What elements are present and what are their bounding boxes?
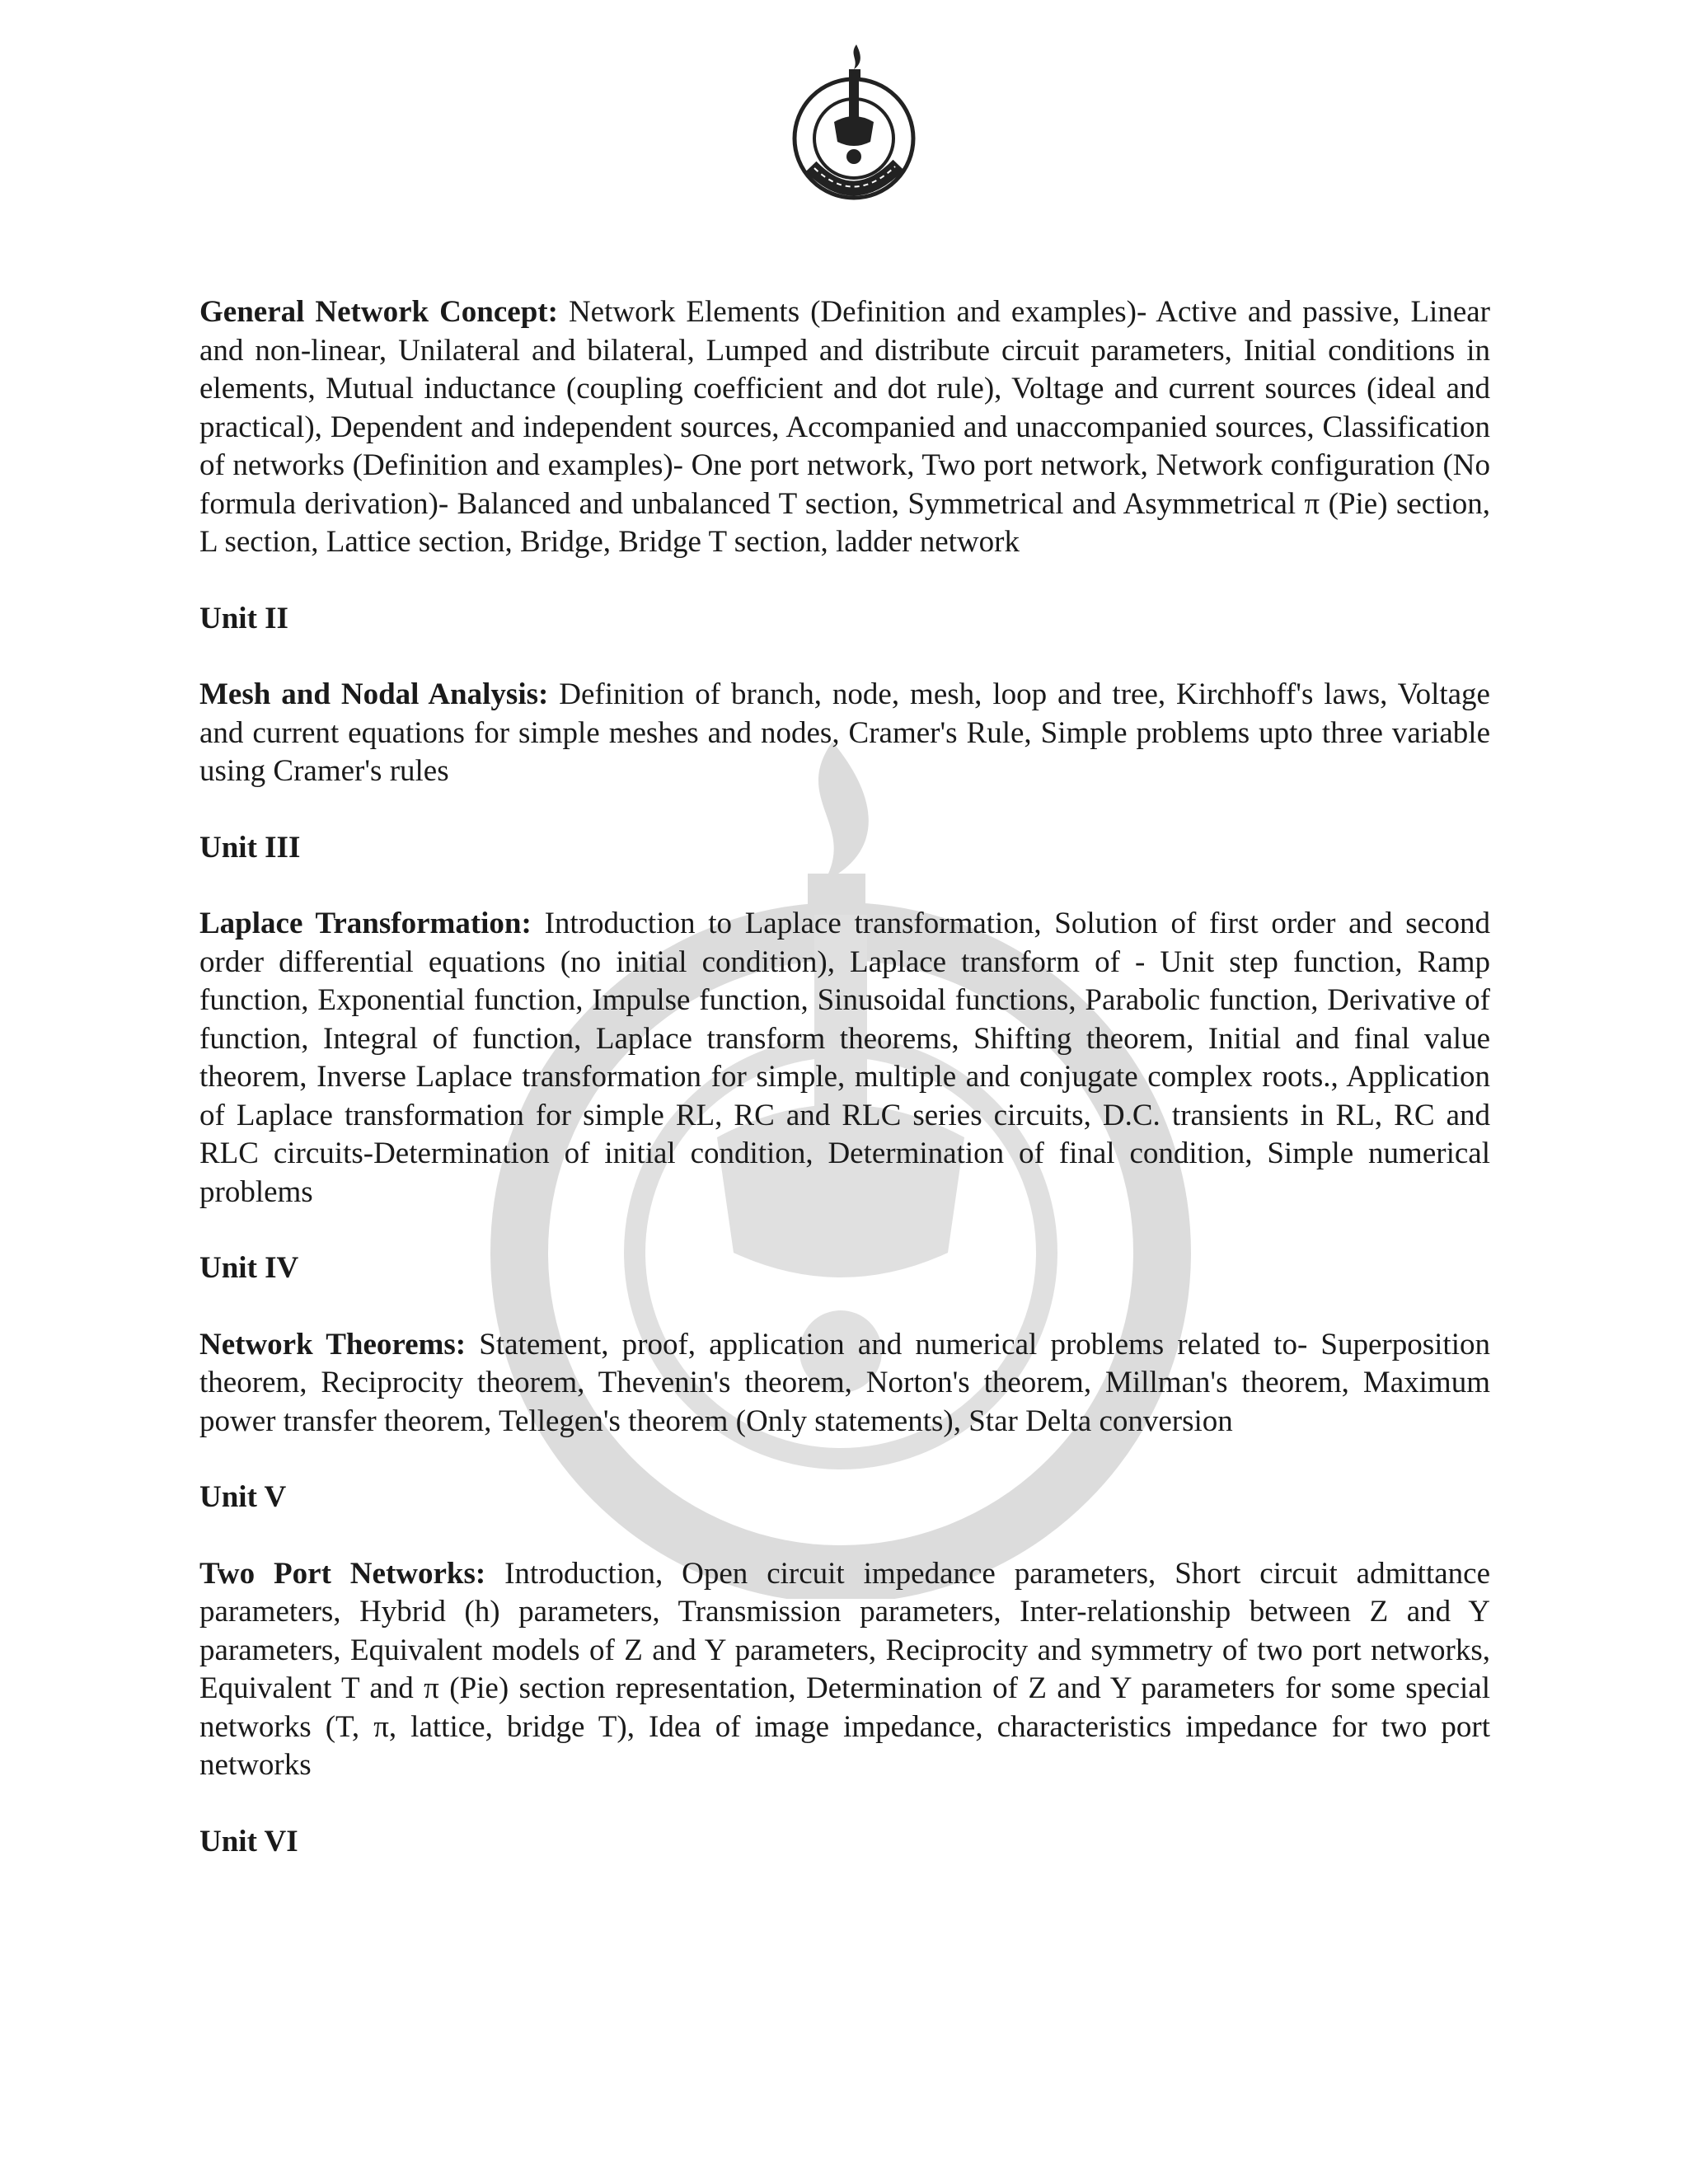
section-heading: Laplace Transformation: [199,907,532,940]
unit-heading-vi: Unit VI [199,1824,298,1858]
section-two-port-networks [199,1555,1490,1785]
section-heading: Network Theorems: [199,1327,467,1361]
unit-heading-iv: Unit IV [199,1251,299,1285]
unit-heading-iii: Unit III [199,830,301,865]
section-laplace-transformation [199,905,1490,1212]
section-body: Network Elements (Definition and examples)- Active and passive, Linear and non-linear, Unilateral and bilateral, Lumped and distribute circuit parameters, Initial conditions in elements, Mutual inductance (coupling coefficient and dot rule), Voltage and current sources (ideal and practical), Dependent and independent sources, Accompanied and unaccompanied sources, Classification of networks (Definition and examples)- One port network, Two port network, Network configuration (No formula derivation)- Balanced and unbalanced T section, Symmetrical and Asymmetrical π (Pie) section, L section, Lattice section, Bridge, Bridge T section, ladder network [199,295,1490,559]
section-heading: General Network Concept: [199,295,558,329]
section-mesh-nodal-analysis [199,676,1490,791]
unit-heading-v: Unit V [199,1480,287,1514]
syllabus-content [199,293,1490,1861]
section-body: Definition of branch, node, mesh, loop and tree, Kirchhoff's laws, Voltage and current equations for simple meshes and nodes, Cramer's Rule, Simple problems upto three variable using Cramer's rules [199,677,1490,788]
unit-heading-ii: Unit II [199,601,288,635]
section-general-network-concept [199,293,1490,562]
section-body: Introduction to Laplace transformation, Solution of first order and second order differential equations (no initial condition), Laplace transform of - Unit step function, Ramp function, Exponential function, Impulse function, Sinusoidal functions, Parabolic function, Derivative of function, Integral of function, Laplace transform theorems, Shifting theorem, Initial and final value theorem, Inverse Laplace transformation for simple, multiple and conjugate complex roots., Application of Laplace transformation for simple RL, RC and RLC series circuits, D.C. transients in RL, RC and RLC circuits-Determination of initial condition, Determination of final condition, Simple numerical problems [199,907,1491,1209]
section-heading: Mesh and Nodal Analysis: [199,677,549,711]
university-seal-logo [778,41,926,206]
section-heading: Two Port Networks: [199,1556,486,1591]
section-network-theorems [199,1326,1490,1441]
section-body: Statement, proof, application and numerical problems related to- Superposition theorem, Reciprocity theorem, Thevenin's theorem, Norton's theorem, Millman's theorem, Maximum power transfer theorem, Tellegen's theorem (Only statements), Star Delta conversion [199,1327,1490,1438]
section-body: Introduction, Open circuit impedance parameters, Short circuit admittance parameters, Hybrid (h) parameters, Transmission parameters, Inter-relationship between Z and Y parameters, Equivalent models of Z and Y parameters, Reciprocity and symmetry of two port networks, Equivalent T and π (Pie) section representation, Determination of Z and Y parameters for some special networks (T, π, lattice, bridge T), Idea of image impedance, characteristics impedance for two port networks [199,1556,1490,1782]
